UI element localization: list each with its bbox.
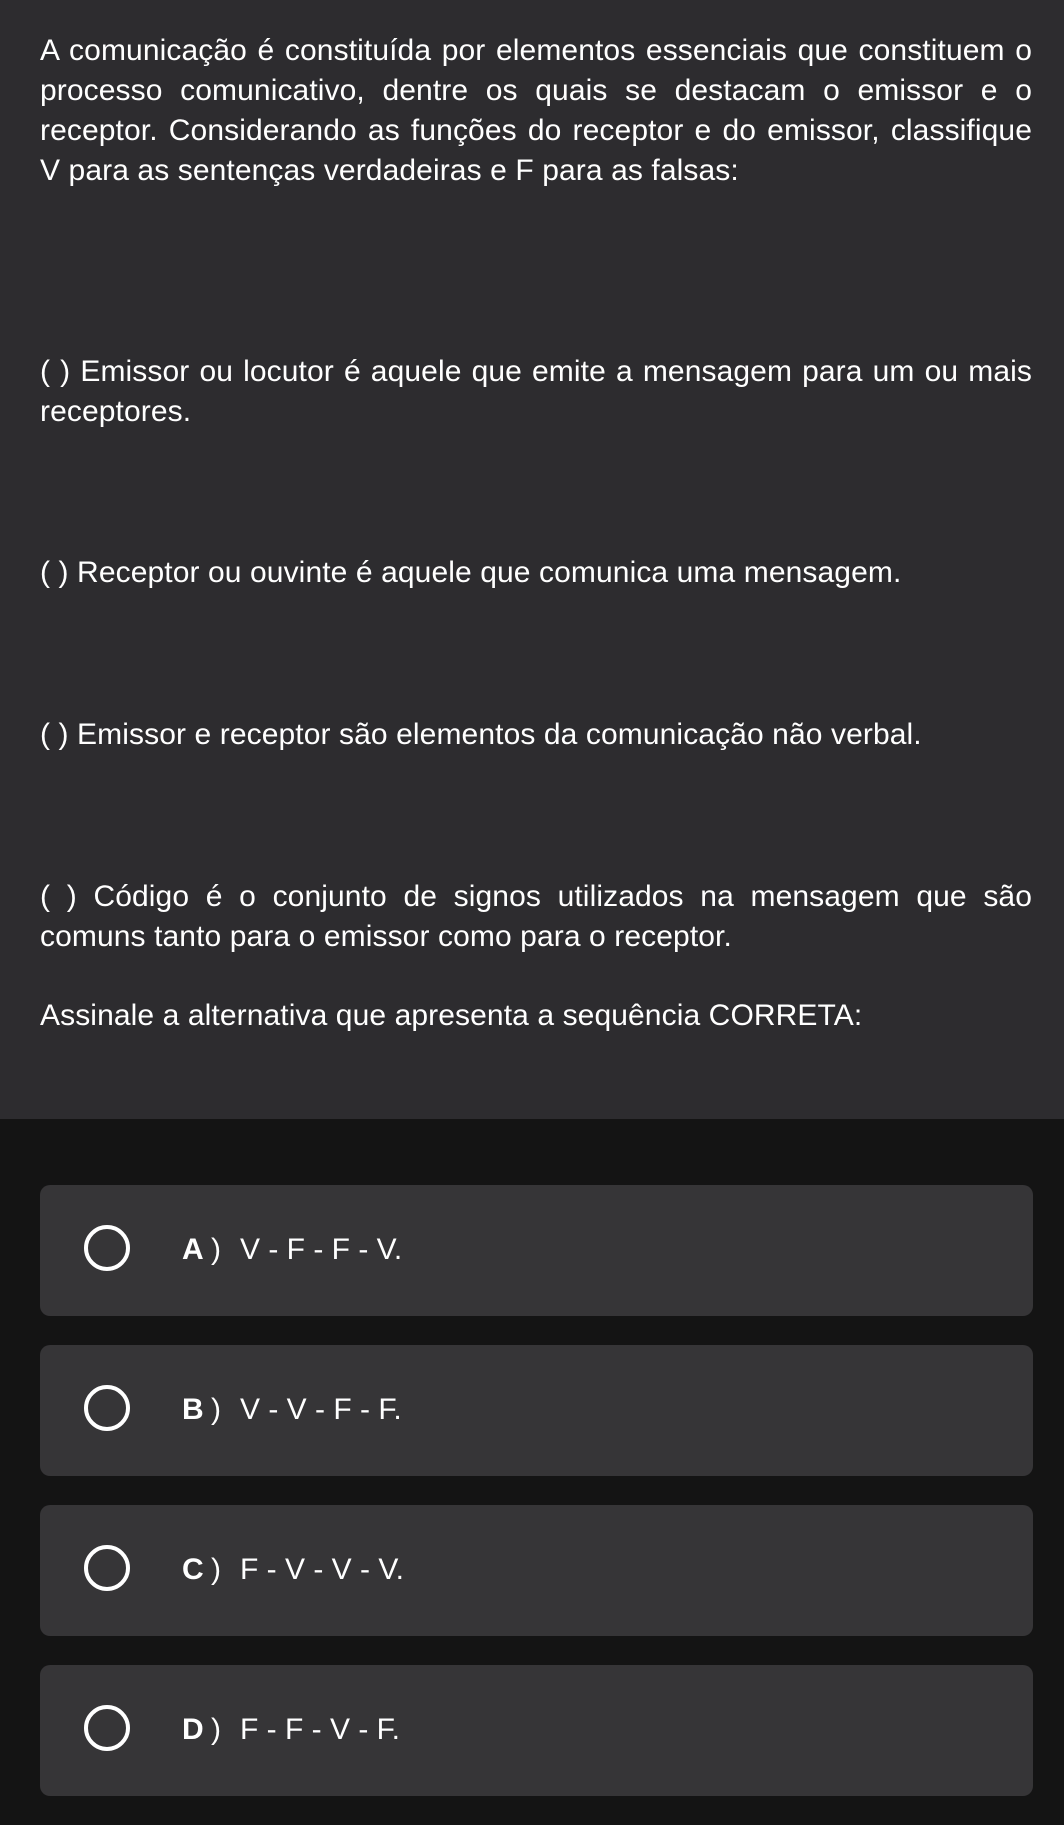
option-d[interactable] (40, 1665, 1033, 1796)
statement-4: ( ) Código é o conjunto de signos utilizados na mensagem que são comuns tanto para o emissor como para o receptor. (40, 880, 1032, 953)
option-c-paren: ) (211, 1553, 221, 1586)
option-a-paren: ) (211, 1233, 221, 1266)
option-b-text: V - V - F - F. (240, 1393, 402, 1426)
statement-1: ( ) Emissor ou locutor é aquele que emite a mensagem para um ou mais receptores. (40, 355, 1032, 428)
option-d-text: F - F - V - F. (240, 1713, 400, 1746)
option-a-letter: A (182, 1233, 204, 1266)
statement-2: ( ) Receptor ou ouvinte é aquele que comunica uma mensagem. (40, 556, 902, 589)
option-c-letter: C (182, 1553, 204, 1586)
radio-button-a[interactable] (84, 1225, 130, 1271)
option-a[interactable] (40, 1185, 1033, 1316)
question-prompt: Assinale a alternativa que apresenta a sequência CORRETA: (40, 999, 863, 1032)
radio-button-d[interactable] (84, 1705, 130, 1751)
option-c[interactable] (40, 1505, 1033, 1636)
option-b-paren: ) (211, 1393, 221, 1426)
option-b-letter: B (182, 1393, 204, 1426)
radio-button-b[interactable] (84, 1385, 130, 1431)
statement-3: ( ) Emissor e receptor são elementos da comunicação não verbal. (40, 718, 922, 751)
radio-button-c[interactable] (84, 1545, 130, 1591)
option-d-paren: ) (211, 1713, 221, 1746)
answer-options (40, 1185, 1033, 1825)
option-b[interactable] (40, 1345, 1033, 1476)
question-intro: A comunicação é constituída por elementos essenciais que constituem o processo comunicativo, dentre os quais se destacam o emissor e o receptor. Considerando as funções do receptor e do emissor, classifique V para as sentenças verdadeiras e F para as falsas: (40, 34, 1032, 187)
option-c-text: F - V - V - V. (240, 1553, 404, 1586)
option-d-letter: D (182, 1713, 204, 1746)
option-a-text: V - F - F - V. (240, 1233, 403, 1266)
